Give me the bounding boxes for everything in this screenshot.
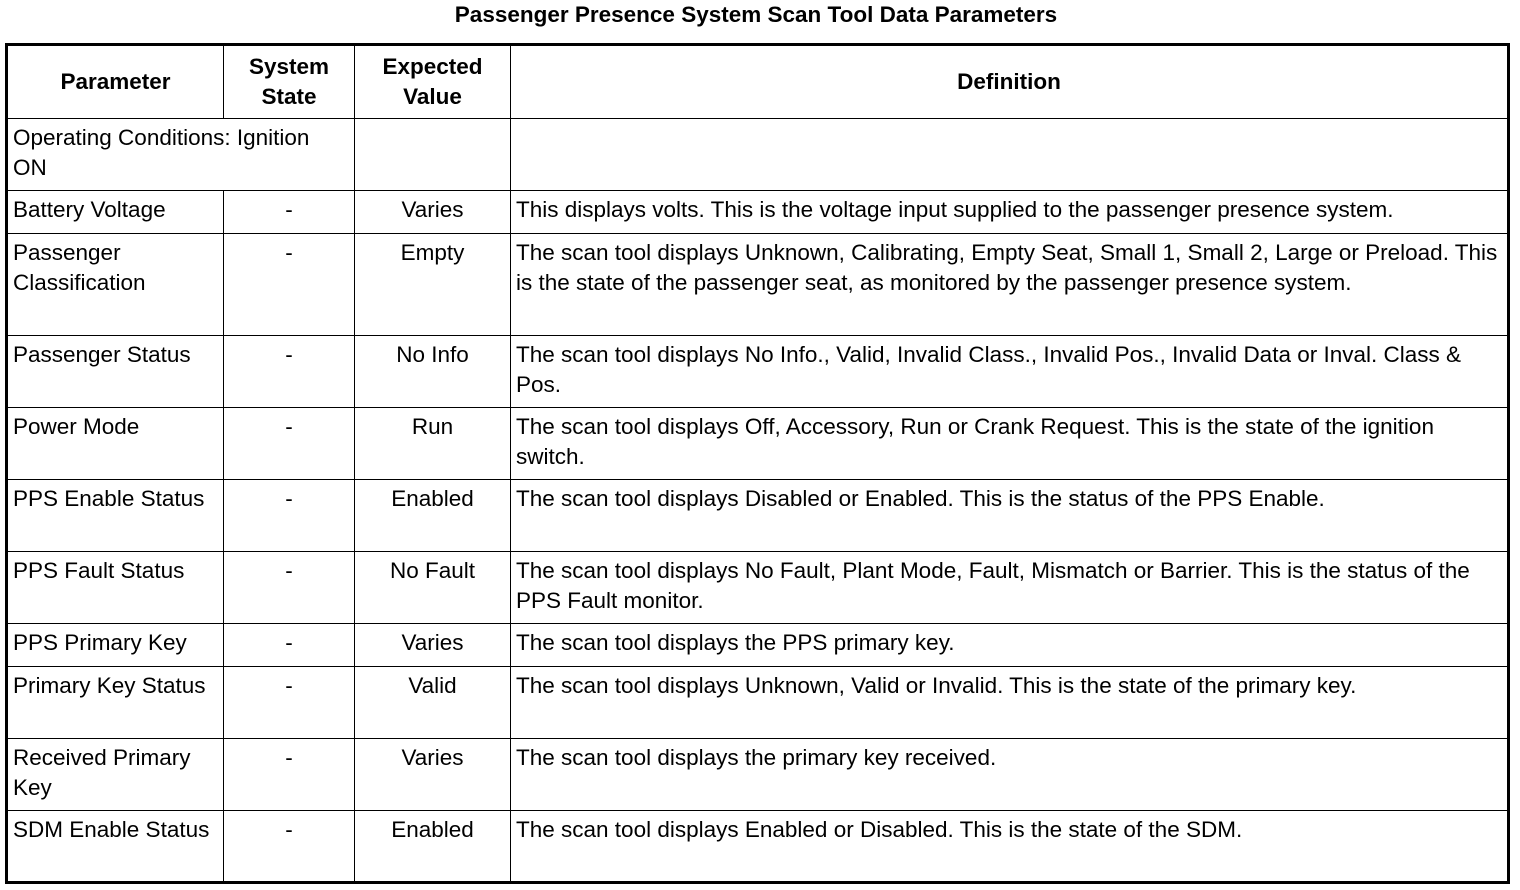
definition-cell: The scan tool displays No Fault, Plant Mode, Fault, Mismatch or Barrier. This is the status of the PPS Fault monitor. [511,552,1509,624]
parameter-cell: Battery Voltage [7,191,224,234]
system-state-cell: - [224,739,355,811]
definition-cell: The scan tool displays the primary key received. [511,739,1509,811]
definition-cell: The scan tool displays Enabled or Disabled. This is the state of the SDM. [511,811,1509,883]
parameter-cell: Received Primary Key [7,739,224,811]
system-state-cell: - [224,552,355,624]
definition-cell: The scan tool displays the PPS primary key. [511,624,1509,667]
table-row [7,408,1509,480]
system-state-cell: - [224,811,355,883]
definition-cell: This displays volts. This is the voltage input supplied to the passenger presence system. [511,191,1509,234]
table-row [7,624,1509,667]
header-parameter: Parameter [7,45,224,119]
parameter-cell: PPS Enable Status [7,480,224,552]
parameter-cell: SDM Enable Status [7,811,224,883]
expected-value-cell: Enabled [355,811,511,883]
expected-value-cell: No Info [355,336,511,408]
definition-cell: The scan tool displays Unknown, Valid or Invalid. This is the state of the primary key. [511,667,1509,739]
system-state-cell: - [224,480,355,552]
parameter-cell: Primary Key Status [7,667,224,739]
header-system-state: System State [224,45,355,119]
table-row [7,191,1509,234]
expected-value-cell: Valid [355,667,511,739]
table-title: Passenger Presence System Scan Tool Data Parameters [454,2,1058,27]
expected-value-cell: Run [355,408,511,480]
table-row [7,234,1509,336]
parameter-cell: Passenger Classification [7,234,224,336]
parameter-cell: Power Mode [7,408,224,480]
header-row [7,45,1509,119]
definition-cell: The scan tool displays Off, Accessory, Run or Crank Request. This is the state of the ignition switch. [511,408,1509,480]
operating-conditions: Operating Conditions: Ignition ON [7,119,355,191]
expected-value-cell: Varies [355,739,511,811]
parameters-table [5,43,1510,884]
system-state-cell: - [224,234,355,336]
table-row [7,811,1509,883]
expected-value-cell: Varies [355,191,511,234]
header-definition: Definition [511,45,1509,119]
table-row [7,667,1509,739]
table-row [7,552,1509,624]
table-row [7,336,1509,408]
definition-cell: The scan tool displays Unknown, Calibrating, Empty Seat, Small 1, Small 2, Large or Preload. This is the state of the passenger seat, as monitored by the passenger presence system. [511,234,1509,336]
system-state-cell: - [224,624,355,667]
operating-conditions-empty-definition [511,119,1509,191]
header-expected-value: Expected Value [355,45,511,119]
system-state-cell: - [224,408,355,480]
table-row [7,480,1509,552]
expected-value-cell: No Fault [355,552,511,624]
expected-value-cell: Varies [355,624,511,667]
operating-conditions-row [7,119,1509,191]
system-state-cell: - [224,191,355,234]
parameter-cell: PPS Primary Key [7,624,224,667]
expected-value-cell: Empty [355,234,511,336]
operating-conditions-empty-value [355,119,511,191]
system-state-cell: - [224,667,355,739]
definition-cell: The scan tool displays No Info., Valid, Invalid Class., Invalid Pos., Invalid Data or Inval. Class & Pos. [511,336,1509,408]
parameter-cell: PPS Fault Status [7,552,224,624]
expected-value-cell: Enabled [355,480,511,552]
system-state-cell: - [224,336,355,408]
table-row [7,739,1509,811]
definition-cell: The scan tool displays Disabled or Enabled. This is the status of the PPS Enable. [511,480,1509,552]
parameter-cell: Passenger Status [7,336,224,408]
